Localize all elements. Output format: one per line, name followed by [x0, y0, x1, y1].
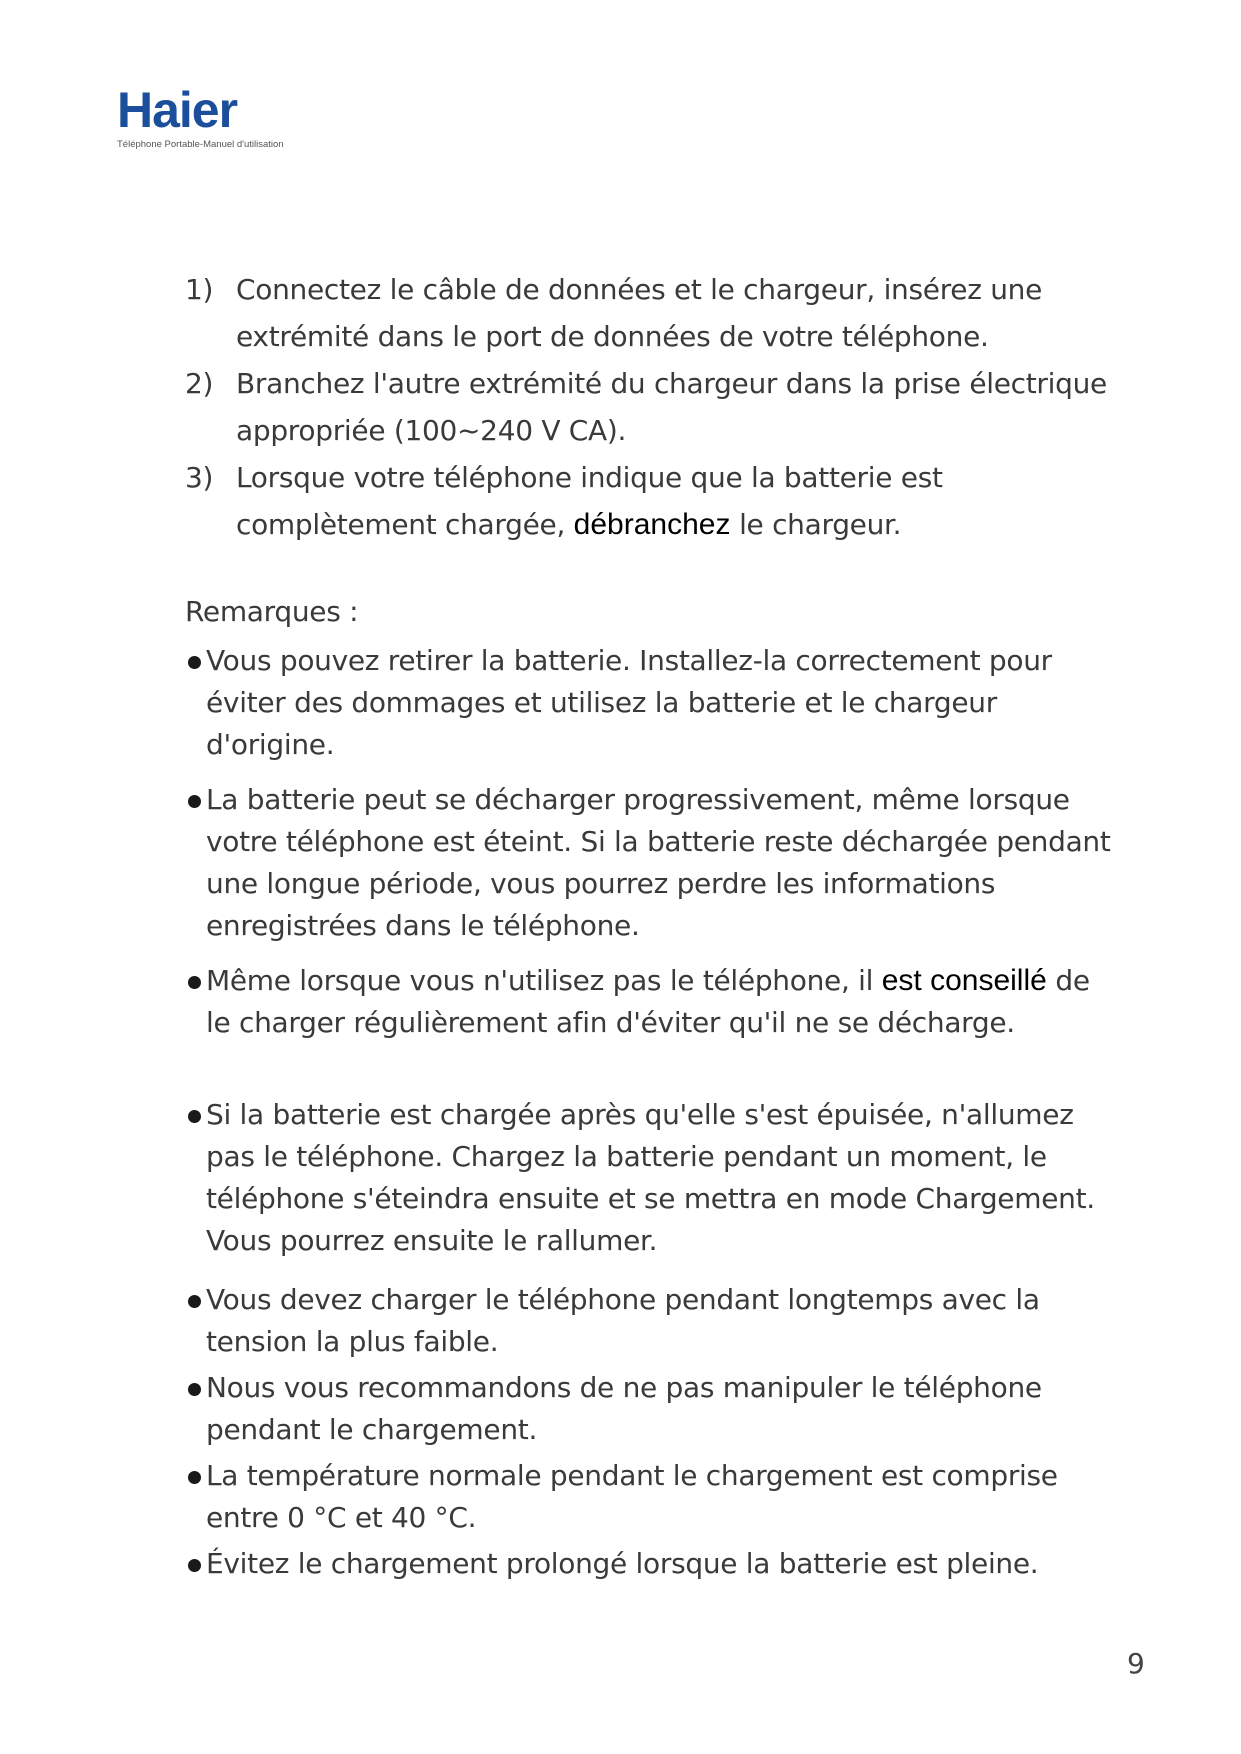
- remark-highlight: est conseillé: [881, 964, 1047, 997]
- bullet-icon: [188, 1295, 201, 1308]
- haier-logo: Haier: [117, 82, 238, 138]
- bullet-icon: [188, 795, 201, 808]
- step-number: 1): [185, 273, 214, 306]
- remark-text: Nous vous recommandons de ne pas manipuler le téléphone pendant le chargement.: [206, 1371, 1042, 1446]
- remark-item: [185, 960, 1115, 1044]
- charging-steps: [185, 266, 1115, 548]
- step-2: [185, 360, 1115, 454]
- remark-text: Vous pouvez retirer la batterie. Installez-la correctement pour éviter des dommages et utilisez la batterie et le chargeur d'origine.: [206, 644, 1052, 761]
- page-number: 9: [1127, 1647, 1145, 1680]
- step-highlight: débranchez: [573, 508, 731, 541]
- step-number: 2): [185, 367, 214, 400]
- bullet-icon: [188, 1383, 201, 1396]
- page-header: [117, 82, 284, 150]
- step-text: le chargeur.: [730, 508, 902, 541]
- step-3: [185, 454, 1115, 548]
- bullet-icon: [188, 1110, 201, 1123]
- remark-text: de le charger régulièrement afin d'éviter qu'il ne se décharge.: [206, 964, 1090, 1039]
- remark-text: Évitez le chargement prolongé lorsque la batterie est pleine.: [206, 1547, 1039, 1580]
- remark-item: [185, 779, 1115, 947]
- remark-item: [185, 1543, 1115, 1585]
- bullet-icon: [188, 1471, 201, 1484]
- step-1: [185, 266, 1115, 360]
- bullet-icon: [188, 656, 201, 669]
- remark-text: Si la batterie est chargée après qu'elle s'est épuisée, n'allumez pas le téléphone. Chargez la batterie pendant un moment, le téléphone s'éteindra ensuite et se mettra en mode Chargement. Vous pourrez ensuite le rallumer.: [206, 1098, 1095, 1257]
- remark-text: La température normale pendant le chargement est comprise entre 0 °C et 40 °C.: [206, 1459, 1058, 1534]
- step-text: Connectez le câble de données et le chargeur, insérez une extrémité dans le port de données de votre téléphone.: [236, 273, 1043, 353]
- remark-item: [185, 1367, 1115, 1451]
- remark-item: [185, 1094, 1115, 1262]
- remarks-title: Remarques :: [185, 595, 359, 628]
- remark-text: Vous devez charger le téléphone pendant longtemps avec la tension la plus faible.: [206, 1283, 1040, 1358]
- remark-item: [185, 640, 1115, 766]
- bullet-icon: [188, 976, 201, 989]
- remark-item: [185, 1455, 1115, 1539]
- remark-text: Même lorsque vous n'utilisez pas le téléphone, il: [206, 964, 882, 997]
- bullet-icon: [188, 1559, 201, 1572]
- step-number: 3): [185, 461, 214, 494]
- step-text: Lorsque votre téléphone indique que la batterie est complètement chargée,: [236, 461, 943, 541]
- manual-subtitle: Téléphone Portable-Manuel d'utilisation: [117, 139, 284, 150]
- remark-text: La batterie peut se décharger progressivement, même lorsque votre téléphone est éteint. Si la batterie reste déchargée pendant une longue période, vous pourrez perdre les informations enregistrées dans le téléphone.: [206, 783, 1111, 942]
- remark-item: [185, 1279, 1115, 1363]
- step-text: Branchez l'autre extrémité du chargeur dans la prise électrique appropriée (100~240 V CA).: [236, 367, 1107, 447]
